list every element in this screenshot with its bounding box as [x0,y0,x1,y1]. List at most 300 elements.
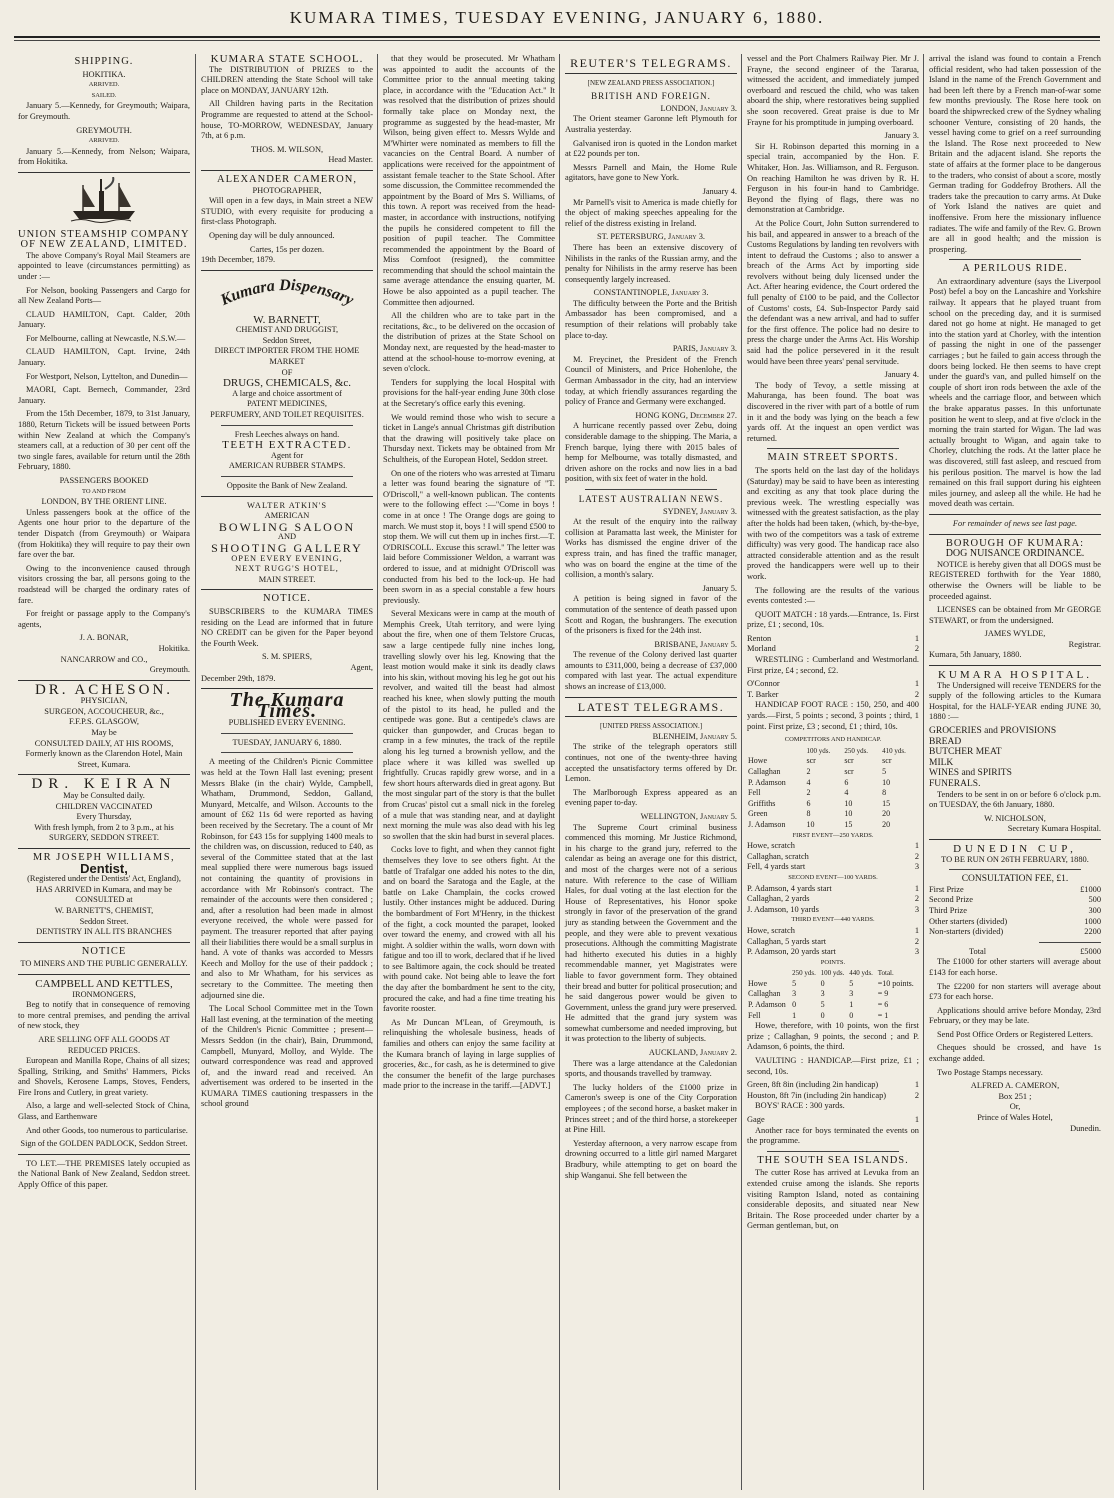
result-value: 2 [914,936,919,946]
school-ad [201,54,373,166]
paper-title-block [201,689,373,753]
shipping-section [18,57,190,168]
ad-text: The £1000 for other starters will average about £143 for each horse. [929,957,1101,977]
result-row [747,644,919,655]
table-heading: COMPETITORS AND HANDICAP. [784,736,882,744]
result-label: First Prize [929,884,964,894]
ad-title: DR. ACHESON. [34,681,174,698]
williams-ad [18,853,190,938]
svg-text:Kumara Dispensary [217,277,357,310]
divider [929,534,1101,535]
result-row [747,894,919,905]
section-heading: A PERILOUS RIDE. [962,263,1068,275]
press-association: [NEW ZEALAND PRESS ASSOCIATION.] [587,78,715,87]
ad-line: PATENT MEDICINES, [246,399,328,409]
ad-line: CHILDREN VACCINATED [55,801,153,811]
ad-signature: ALFRED A. CAMERON, [970,1081,1060,1091]
article-paragraph: vessel and the Port Chalmers Railway Pier. Mr J. Frayne, the second engineer of the Tararua, witnessed the accident, and immediately jumped overboard and rescued the child, who was taken aboard the ship, where restoratives being supplied she soon recovered. Great praise is due to Mr Frayne for his promptitude in jumping overboard. [747,54,919,127]
dog-ordinance-ad [929,539,1101,662]
ad-subtitle: IRONMONGERS, [72,989,136,999]
ad-line: May be Consulted daily. [63,791,145,801]
result-label: O'Connor [747,679,780,689]
table-header-cell: 410 yds. [882,746,906,755]
ad-text: Will open in a few days, in Main street a NEW STUDIO, with every requisite for producing a first-class Photograph. [201,196,373,227]
table-row [747,767,919,778]
ad-date: December 29th, 1879. [201,673,276,683]
table-cell: P. Adamson [748,777,786,787]
ad-text: For Westport, Nelson, Lyttelton, and Dunedin— [26,371,188,381]
result-row [747,884,919,895]
event-subheading: SECOND EVENT—100 YARDS. [788,873,878,881]
press-association: [UNITED PRESS ASSOCIATION.] [599,722,703,731]
paper-published: PUBLISHED EVERY EVENING. [228,718,346,728]
result-row [747,634,919,645]
article-paragraph: At the Police Court, John Sutton surrendered to his bail, and appeared in answer to a breach of the Customs Regulations by landing ten revolvers with intent to defraud the Customs ; also to answer a breach of the Arms Act by importing side revolvers without being duly licensed under the Act. After hearing evidence, the Court ordered the full penalty of £100 to be paid, and the Collector of Customs' costs, £4. Sub-Inspector Pardy said the defendant was a new arrival, and had to suffer for the first offence. The police had no desire to press the charge under the Arms Act. His Worship said had the police persevered in it the result would have been three years' penal servitude. [747,218,919,366]
section-heading: MAIN STREET SPORTS. [767,452,899,464]
result-label: Other starters (divided) [929,916,1008,926]
table-cell: 1 [849,1000,854,1010]
ad-heading: DRUGS, CHEMICALS, &c. [222,377,352,390]
table-cell: 10 [844,798,853,808]
arch-text: Kumara Dispensary [218,276,357,309]
steamship-icon [18,177,190,227]
union-steamship-ad [18,230,190,676]
article-paragraph: Yesterday afternoon, a very narrow escape from drowning occurred to a little girl named Margaret Bradbury, while attempting to get on board the ship Wanganui. She fell between the [565,1138,737,1180]
ad-line: OPEN EVERY EVENING, [231,553,343,563]
ad-heading: LONDON, BY THE ORIENT LINE. [41,497,167,507]
result-label: Morland [747,644,776,654]
column-5 [745,54,921,1490]
table-cell: 6 [844,777,849,787]
article-paragraph: The body of Tevoy, a settle missing at Mahuranga, has been found. The boat was discovered in the river with part of a bottle of rum in it and the body was lying on the beach a few yards off. At the inquest an open verdict was returned. [747,380,919,443]
ad-signature: S. M. SPIERS, [261,652,313,662]
divider [221,476,353,477]
article-paragraph: Sir H. Robinson departed this morning in a special train, accompanied by the Hon. F. Whitaker, Hon. Jas. Williamson, and R. Ferguson. On reaching Hamilton he was driven by R. H. Ferguson in his four-in hand to Cambridge. Beyond the flying of flags, there was no demonstration at Cambridge. [747,141,919,215]
divider [201,170,373,171]
result-label: Renton [747,633,772,643]
result-row [929,927,1101,938]
shipping-heading: SHIPPING. [74,56,134,67]
event-heading: VAULTING : HANDICAP.—First prize, £1 ; second, 10s. [747,1056,919,1076]
sailed-label: SAILED. [91,91,117,99]
dateline: HONG KONG, December 27. [635,410,737,420]
table-cell: = 1 [877,1010,889,1020]
ad-line: CHEMIST AND DRUGGIST, [235,325,339,335]
ad-text: The above Company's Royal Mail Steamers are appointed to leave (circumstances permitting) as under :— [18,250,190,281]
ad-title: KUMARA HOSPITAL. [937,669,1093,682]
port-heading: GREYMOUTH. [76,125,132,135]
table-cell: 3 [820,989,825,999]
event-subheading: THIRD EVENT—440 YARDS. [791,916,875,924]
result-row [747,841,919,852]
masthead [14,8,1100,48]
ad-line: Prince of Wales Hotel, [977,1113,1053,1123]
ad-line: NEXT RUGG'S HOTEL, [235,564,339,574]
table-cell: 15 [844,819,853,829]
divider [565,697,737,698]
result-value: 1000 [1084,916,1101,926]
table-cell: Fell [748,788,761,798]
masthead-rule-thin [14,40,1100,41]
table-cell: 2 [806,767,811,776]
divider [221,733,353,734]
dateline: ST. PETERSBURG, January 3. [596,232,705,242]
ad-label: TO AND FROM [82,487,126,495]
result-value: £1000 [1080,884,1101,894]
divider [18,974,190,975]
notice-ad [18,947,190,970]
ad-text: MAORI, Capt. Bernech, Commander, 23rd January. [18,385,190,405]
table-cell: 2 [806,788,811,798]
ad-title: DUNEDIN CUP, [953,842,1077,855]
result-row [929,917,1101,928]
divider [929,665,1101,666]
article-paragraph: Galvanised iron is quoted in the London market at £22 pounds per ton. [565,138,737,159]
article-paragraph: The strike of the telegraph operators still continues, not one of the twenty-three having accepted the unsatisfactory terms offered by Dr. Lemon. [565,742,737,784]
column-divider [559,54,560,1490]
campbell-ad [18,979,190,1150]
points-table [747,968,919,1021]
ad-line: A large and choice assortment of [232,388,342,398]
divider [767,448,899,449]
prize-list [929,885,1101,938]
dispensary-ad [201,275,373,492]
result-row [747,862,919,873]
table-row [747,809,919,820]
ad-heading: TEETH EXTRACTED. [222,439,352,452]
divider [929,839,1101,840]
first-event-results [747,841,919,873]
article-paragraph: The Marlborough Express appeared as an evening paper to-day. [565,787,737,808]
dateline: SYDNEY, January 3. [662,506,737,516]
ad-line: (Registered under the Dentists' Act, England), [27,874,181,884]
table-header-cell: 100 yds. [806,746,831,755]
article-paragraph: The sports held on the last day of the holidays (Saturday) may be said to have been as interesting and exciting as any that took place during the previous week. The wrestling especially was witnessed with the greatest satisfaction, as the play after the holds had been taken, (which, by-the-bye, with two of the competitors was a task of extreme difficulty) was very good. The handicap race also attracted considerable attention and as the result proved the handicappers were well up to their work. [747,465,919,581]
second-event-results [747,884,919,916]
table-cell: Howe [748,756,768,766]
divider [949,259,1081,260]
table-cell: = 6 [877,1000,889,1010]
article-paragraph: Messrs Parnell and Main, the Home Rule agitators, have gone to New York. [565,162,737,183]
result-label: Callaghan, 5 yards start [747,936,827,946]
ad-title: UNION STEAMSHIP COMPANY [18,228,190,240]
agent-place: Greymouth. [149,665,190,675]
result-value: 2 [914,851,919,861]
ad-date: 19th December, 1879. [201,255,276,265]
article-paragraph: Howe, therefore, with 10 points, won the first prize ; Callaghan, 9 points, the second ; and P. Adamson, 6 points, the third. [747,1021,919,1052]
article-paragraph: A meeting of the Children's Picnic Committee was held at the Town Hall last evening; present Messrs Blake (in the chair) Wylde, Campbell, Whatham, Drummond, Seddon, Galland, Munyard, Metcalfe, and Wilson. Accounts to the amount of £62 11s 6d were reported as having been received by the Secretary. The a count of Mr Robinson, for £43 15s for supplying 1400 meals to the children was, on discussion, reduced to £40, as several of the Committee stated that at the last meal supplied there were numerous bags issued not containing the quantity of provisions in accordance with Mr Robinson's contract. The remainder of the accounts were then considered ; and, after a resolution had been made in almost everyone received, the whole were passed for payment. The treasurer reported that after paying all their liabilities there would be a small surplus in hand. A vote of thanks was accorded to Messrs Keech and Molloy for the use of their paddock ; and also to Mr Whatham, for his services as secretary to the Committee. The meeting then adjourned sine die. [201,757,373,1000]
table-cell: 10 [844,809,853,819]
divider [18,1154,190,1155]
result-value: 1 [914,679,919,689]
sailed-text: January 5.—Kennedy, for Greymouth; Waipara, for Greymouth. [18,101,190,121]
table-cell: Fell [748,1010,761,1020]
result-label: Gage [747,1115,765,1124]
article-paragraph: All the children who are to take part in the recitations, &c., to be delivered on the occasion of the distribution of prizes at the State School on Monday next, are requested by the head-master to attend at the school-house to-morrow evening, at seven o'clock. [383,311,555,374]
dateline: BLENHEIM, January 5. [652,731,737,741]
divider [1039,942,1101,943]
table-cell: 4 [806,777,811,787]
ad-text: CLAUD HAMILTON, Capt. Calder, 20th January. [18,309,190,330]
ad-text: Applications should arrive before Monday, 23rd February, or they may be late. [929,1005,1101,1026]
ad-line: Agent for [270,450,304,460]
ad-line: Dunedin. [1070,1123,1101,1133]
port-heading: HOKITIKA. [82,69,126,79]
ad-text: NOTICE is hereby given that all DOGS must be REGISTERED forthwith for the Year 1880, otherwise the Owners will be liable to be proceeded against. [929,559,1101,601]
ad-line: Fresh Leeches always on hand. [234,429,340,439]
event-subheading: FIRST EVENT—250 YARDS. [792,831,874,839]
result-label: Non-starters (divided) [929,927,1004,937]
ad-role: Agent, [350,662,373,672]
result-value: 1 [914,633,919,643]
column-divider [741,54,742,1490]
ad-line: Or, [1009,1102,1021,1112]
agent-name: NANCARROW and CO., [60,654,148,664]
ad-line: AND [277,532,297,542]
table-row [747,756,919,767]
table-cell: scr [882,756,892,766]
table-cell: J. Adamson [748,819,786,829]
agent-name: J. A. BONAR, [79,633,129,643]
result-row [747,1115,919,1126]
table-cell: 0 [849,1010,854,1020]
table-cell: 3 [849,989,854,999]
table-cell: 20 [882,809,891,819]
table-header-cell [747,746,806,757]
dateline: January 4. [702,186,737,196]
table-cell: Griffiths [748,798,776,808]
ad-text: All Children having parts in the Recitation Programme are requested to attend at the School-house, TO-MORROW, WEDNESDAY, January 7th, at 6 p.m. [201,99,373,141]
article-paragraph: Mr Parnell's visit to America is made chiefly for the object of making speeches appealing for the relief of the distress existing in Ireland. [565,197,737,228]
ad-subtitle: PHOTOGRAPHER, [252,185,322,195]
keiran-ad [18,776,190,844]
dateline: PARIS, January 3. [672,344,737,354]
dateline: January 3. [884,131,919,141]
cameron-ad [201,175,373,266]
ad-line: Seddon Street, [262,335,312,345]
table-row [747,1011,919,1022]
arrived-label: ARRIVED. [88,137,120,145]
ad-heading: ARE SELLING OFF ALL GOODS AT REDUCED PRICES. [38,1034,170,1055]
table-heading: POINTS. [820,958,846,966]
wrestling-results [747,679,919,700]
table-cell: scr [806,756,816,766]
article-paragraph: As Mr Duncan M'Lean, of Greymouth, is relinquishing the wholesale business, heads of families and others can enjoy the same facility at the Kumara branch of laying in large supplies of groceries, &c., for cash, as he is determined to give the consumer the benefit of the large purchases made prior to the increase in the tariff.—[ADVT.] [383,1017,555,1091]
divider [949,869,1081,870]
article-paragraph: An extraordinary adventure (says the Liverpool Post) befel a boy on the Lancashire and Yorkshire railway. It appears that he played truant from school on the preceding day, and it is surmised dared not go home at night. He managed to get into the station yard at Chorley, with the intention of passing the night in one of the passenger carriages ; but he failed to gain access through the doors being locked. He then seems to have crept under the guard's van, and pulled himself on the couple of short iron rods between the axle of the wheels and the carriage floor, and between which the brake apparatus passes. In this unfortunate position he went to sleep, and at five o'clock in the morning the train started for Wigan. The lad was actually brought to Wigan, and again take to Chorley, clutching the rods. At the latter place he was discovered, still fast asleep, and rescued from his perilous position. The marvel is how the lad remained on this frail support during his eighteen miles journey, and asleep all the while. He had he moved death was certain. [929,276,1101,509]
table-cell: 5 [820,1000,825,1010]
result-value: 1 [914,925,919,935]
subsection-heading: LATEST AUSTRALIAN NEWS. [578,493,724,504]
table-row [747,989,919,1000]
news-continuation-note: For remainder of news see last page. [952,518,1078,528]
result-row [747,905,919,916]
result-value: 300 [1088,905,1101,915]
ad-text: LICENSES can be obtained from Mr GEORGE STEWART, or from the undersigned. [929,605,1101,625]
ad-subtitle: Dentist, [80,860,128,876]
ad-text: Two Postage Stamps necessary. [937,1067,1043,1077]
table-body [747,979,919,1021]
result-label: Houston, 8ft 7in (including 2in handicap) [747,1090,887,1100]
table-cell: =10 points. [877,978,914,988]
result-value: 500 [1088,895,1101,905]
subscribers-notice [201,594,373,684]
article-paragraph: The cutter Rose has arrived at Levuka from an extended cruise among the islands. She reports visiting Rampton Island, noted as containing considerable deposits, and situated near New Britain. The Rose proceeded under charter by a German gentleman, but, on [747,1168,919,1231]
quoit-results [747,634,919,655]
result-value: 2 [914,894,919,904]
result-row [929,895,1101,906]
divider [767,1151,899,1152]
ad-line: AMERICAN RUBBER STAMPS. [228,461,346,471]
table-cell: 0 [820,1010,825,1020]
section-heading: LATEST TELEGRAMS. [577,699,725,714]
third-event-results [747,926,919,958]
dateline: January 5. [702,583,737,593]
article-paragraph: Tenders for supplying the local Hospital with provisions for the half-year ending June 30th close at the Secretary's office early this evening. [383,377,555,408]
ad-title: CAMPBELL AND KETTLES, [35,977,173,990]
ad-text: For Nelson, booking Passengers and Cargo for all New Zealand Ports— [18,285,190,306]
ad-signature: THOS. M. WILSON, [250,144,324,154]
result-row [747,679,919,690]
ad-line: DENTISTRY IN ALL ITS BRANCHES [36,927,172,937]
result-label: Green, 8ft 8in (including 2in handicap) [747,1080,879,1090]
result-value: 2200 [1084,927,1101,937]
result-row [747,690,919,701]
subsection-heading: BRITISH AND FOREIGN. [591,91,711,102]
table-cell: 5 [792,978,797,988]
ad-text: European and Manilla Rope, Chains of all sizes; Spalling, Striking, and Smiths' Hammers, Picks and Shovels, Kerosene Lamps, Stoves, Fenders, Fire Irons and Cutlery, in great variety. [18,1056,190,1097]
dateline: CONSTANTINOPLE, January 3. [593,288,709,298]
table-header-cell: Total. [877,969,894,978]
dateline: LONDON, January 3. [660,103,737,113]
table-row [747,979,919,990]
divider [565,716,737,717]
section-heading: REUTER'S TELEGRAMS. [570,56,732,70]
ad-title: MR JOSEPH WILLIAMS, [32,852,176,863]
divider [18,680,190,681]
result-value: 2 [914,1090,919,1100]
ad-text: Opening day will be duly announced. [209,230,335,240]
ad-heading: CONSULTATION FEE, £1. [961,874,1069,885]
column-6 [927,54,1103,1490]
ad-title: DR. KEIRAN [31,776,177,793]
ad-line: Every Thursday, [76,812,132,822]
article-paragraph: Another race for boys terminated the events on the programme. [747,1125,919,1146]
column-divider [923,54,924,1490]
divider [18,172,190,173]
article-paragraph: that they would be prosecuted. Mr Whatham was appointed to audit the accounts of the Committee prior to the annual meeting taking place, in accordance with the "Education Act." It was resolved that the distribution of prizes should formally take place on Monday next, the programme as suggested by the head-master, Mr Wilson, being given effect to. Messrs Wylde and M'Whirter were nominated as members to fill the vacancies on the Central Board. A number of applications were received for the appointment of assistant female teacher to the State School. After some discussion, the Committee recommended the appointment by the Board of Mrs S. Williams, of this town. A report was received from the head-master, in accordance with instructions, notifying the pupils he considered competent to fill the position of pupil teacher. The Committee recommended the appointment by the Board of Miss Cornfoot (resigned), the committee recommending that should the school maintain the same average attendance the ensuing quarter, M. Howe be also appointed as a pupil teacher. The Committee then adjourned. [383,54,555,307]
result-label: J. Adamson, 10 yards [747,904,819,914]
article-paragraph: The Supreme Court criminal business commenced this morning. Mr Justice Richmond, in his charge to the grand jury, referred to the calendar as being an average one for this district, and most of the charges were not of a serious nature. With reference to the case of William Hales, for dual voting at the last election for the House of Representatives, his Honor spoke strongly in favor of the preservation of the grand jury as standing between the Government and the people, and they were able to prevent vexatious prosecutions. Although the committing Magistrate had hitherto executed his duties in a highly recommendable manner, yet Magistrates were liable to favor government form. They obtained their bread and butter for political prosecution; and he said dangerous power would be given to Government, unless the grand jury were preserved. He admitted that the grand jury system was somewhat cumbersome and needed improving, but it was protection to the liberty of subjects. [565,822,737,1044]
ad-text: The Undersigned will receive TENDERS for the supply of the following articles to the Kumara Hospital, for the HALF-YEAR ending JUNE 30, 1880 :— [929,680,1101,722]
list-item: WINES and SPIRITS [929,768,1012,779]
table-cell: 0 [820,978,825,988]
ad-subtitle: DOG NUISANCE ORDINANCE. [945,548,1085,560]
ad-line: Seddon Street. [79,916,129,926]
ad-signature: W. NICHOLSON, [984,813,1046,823]
result-label: Howe, scratch [747,841,795,851]
dateline: AUCKLAND, January 2. [648,1048,737,1058]
result-label: Callaghan, 2 yards [747,894,810,904]
ad-line: Opposite the Bank of New Zealand. [226,481,348,490]
ad-line: SURGEON, ACCOUCHEUR, &c., [44,706,164,716]
article-paragraph: We would remind those who wish to secure a ticket in Lange's annual Christmas gift distribution that the drawing will positively take place on Thursday next. Tickets may be obtained from Mr Schultheis, of the European Hotel, Seddon street. [383,412,555,464]
table-cell: Callaghan [748,767,781,776]
ad-line: F.F.P.S. GLASGOW, [68,717,140,727]
ad-text: Unless passengers book at the office of the Agents one hour prior to the departure of the tender Dispatch (from Greymouth) or Waipara (from Hokitika) they will require to pay their own fare over the bar. [18,507,190,560]
column-4 [563,54,739,1490]
ad-title: ALEXANDER CAMERON, [217,173,357,185]
list-item: MILK [929,757,954,768]
table-cell: 0 [792,1000,797,1010]
ad-text: Tenders to be sent in on or before 6 o'clock p.m. on TUESDAY, the 6th January, 1880. [929,789,1101,810]
table-cell: 6 [806,798,811,808]
result-value: 1 [914,883,919,893]
event-heading: BOYS' RACE : 300 yards. [755,1101,845,1111]
ad-text: SUBSCRIBERS to the KUMARA TIMES residing on the Lead are informed that in future NO CREDIT can be given for the Paper beyond the Fourth Week. [201,606,373,648]
ad-line: Box 251 ; [998,1091,1032,1101]
ad-signature: JAMES WYLDE, [984,629,1046,639]
total-label: Total [969,946,987,956]
table-row [747,788,919,799]
result-value: 2 [914,644,919,654]
ad-title: SHOOTING GALLERY [211,540,363,555]
list-item: BUTCHER MEAT [929,747,1002,758]
result-label: P. Adamson, 4 yards start [747,883,832,893]
result-label: P. Adamson, 20 yards start [747,947,836,957]
article-paragraph: arrival the island was found to contain a French official resident, who had taken possession of the Island in the name of the French Government and had been left there by a French man-of-war some few months previously. The Rose here took on board the shipwrecked crew of the Sydney whaling schooner Venture, consisting of 20 hands, the vessel having come to grief on a reef surrounding the Island. The Rose next proceeded to New Britain and the adjacent island. She reports the state of affairs at the former place to be dangerous to the traders, who consist of about a score, mostly German trading for Goddefroy Brothers. All the traders take the precaution to carry arms. At Duke of York Island the natives are quiet and inoffensive. From here the missionary influence radiates. The wife and family of the Rev. G. Brown are all in good health; and the mission is prospering. [929,54,1101,254]
ad-date: Kumara, 5th January, 1880. [929,650,1022,660]
table-row [747,1000,919,1011]
result-value: 1 [914,1115,919,1124]
result-label: Howe, scratch [747,925,795,935]
ad-text: And other Goods, too numerous to particularise. [26,1125,188,1135]
dispensary-arch-title [201,275,373,315]
table-cell: = 9 [877,989,889,999]
divider [201,270,373,271]
dateline: January 4. [884,370,919,380]
hospital-ad [929,670,1101,835]
atkins-ad [201,501,373,586]
table-cell: scr [844,767,854,776]
result-row [747,947,919,958]
ad-line: OF [281,367,293,377]
article-paragraph: A petition is being signed in favor of the commutation of the sentence of death passed upon Scott and Rogan, the bushrangers. The execution of the prisoners is fixed for the 24th inst. [565,594,737,636]
list-item: FUNERALS. [929,779,981,789]
article-paragraph: A hurricane recently passed over Zebu, doing considerable damage to the shipping. The Maria, a French barque, lying there with 2015 bales of hemp for Melbourne, was totally dismasted, and driven ashore on the rocks and now lies in a bad position, with six feet of water in the hold. [565,421,737,484]
paper-title: The Kumara Times. [229,689,345,722]
ad-text: Cheques should be crossed, and have 1s exchange added. [929,1043,1101,1064]
result-label: T. Barker [747,689,779,699]
ad-text: The DISTRIBUTION of PRIZES to the CHILDREN attending the State School will take place on MONDAY, JANUARY 12th. [201,64,373,95]
ad-text: Owing to the inconvenience caused through visitors crossing the bar, all persons going to the roadstead will be charged the ordinary rates of fare. [18,563,190,605]
column-1 [16,54,192,1490]
article-paragraph: The following are the results of the various events contested :— [747,585,919,606]
ad-title: NOTICE [81,945,127,957]
result-label: Second Prize [929,895,973,905]
ad-line: Formerly known as the Clarendon Hotel, Main Street, Kumara. [25,749,183,769]
ad-title: NOTICE. [262,593,312,605]
handicap-table [747,746,919,831]
ad-subtitle: OF NEW ZEALAND, LIMITED. [20,239,188,251]
masthead-rule [14,36,1100,38]
table-header-cell [747,968,791,979]
table-header-row [747,968,919,979]
ad-text: Also, a large and well-selected Stock of China, Glass, and Earthenware [18,1101,190,1122]
ad-text: From the 15th December, 1879, to 31st January, 1880, Return Tickets will be issued between Ports within New Zealand at which the Company's steamers call, at a reduction of 30 per cent off the two single fares, available for return until the 28th February, 1880. [18,409,190,472]
table-header-cell: 100 yds. [820,969,845,978]
event-heading: QUOIT MATCH : 18 yards.—Entrance, 1s. First prize, £1 ; second, 10s. [747,609,919,630]
